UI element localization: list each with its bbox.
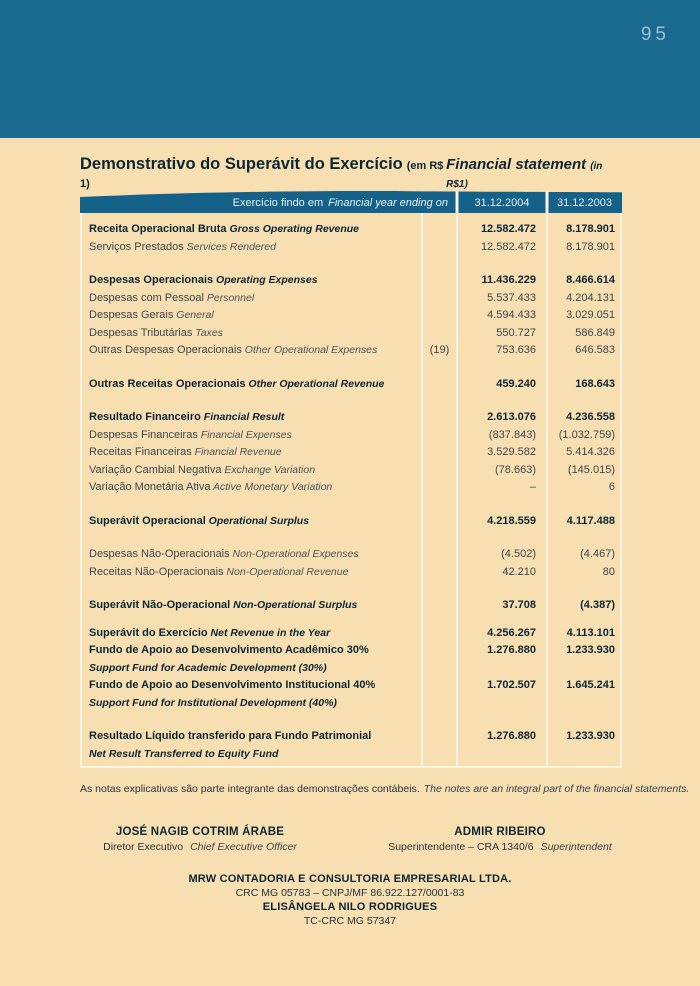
row-value-2004: (837.843) xyxy=(488,428,536,441)
table-row-spacer xyxy=(80,615,622,625)
row-value-2003: 586.849 xyxy=(575,326,615,339)
row-value-2003: 8.178.901 xyxy=(566,223,615,235)
row-value-2004: 4.218.559 xyxy=(487,514,536,527)
table-row xyxy=(80,307,622,325)
table-row-spacer xyxy=(80,581,622,597)
row-value-2004: 11.436.229 xyxy=(481,274,536,286)
row-note-ref xyxy=(422,513,457,531)
row-label: Receitas Financeiras Financial Revenue xyxy=(89,446,282,458)
row-label: Fundo de Apoio ao Desenvolvimento Institucional 40% xyxy=(89,679,376,691)
row-value-2004: 12.582.472 xyxy=(480,223,536,235)
accountant-name: ELISÂNGELA NILO RODRIGUES xyxy=(262,901,438,913)
header-period-pt: Exercício findo em xyxy=(232,197,324,209)
row-value-2003 xyxy=(547,746,622,764)
table-row-spacer xyxy=(80,360,622,376)
row-value-2003 xyxy=(547,695,622,713)
row-note-ref xyxy=(422,564,457,582)
table-header xyxy=(80,190,622,213)
table-row-spacer xyxy=(80,393,622,409)
row-note-ref xyxy=(422,221,457,239)
row-value-2003: 4.117.488 xyxy=(566,514,615,527)
row-label: Variação Cambial Negativa Exchange Variation xyxy=(89,463,316,476)
row-label: Despesas Gerais General xyxy=(89,309,214,321)
table-row xyxy=(80,342,622,360)
table-header-labels xyxy=(80,190,622,213)
table-row-spacer xyxy=(80,497,622,513)
row-value-2004: 1.702.507 xyxy=(487,679,536,691)
title-portuguese xyxy=(80,155,446,192)
row-value-2003: 8.466.614 xyxy=(566,274,615,286)
table-row xyxy=(80,695,622,713)
table-divider-label-note xyxy=(421,213,423,768)
signature-block-superintendent xyxy=(365,826,635,853)
row-note-ref xyxy=(422,728,457,746)
signature-role xyxy=(75,841,325,853)
row-value-2004 xyxy=(457,746,547,764)
row-note-ref xyxy=(422,239,457,257)
row-value-2003: (145.015) xyxy=(567,463,615,476)
row-value-2003: 168.643 xyxy=(575,377,615,390)
signature-role-pt: Superintendente – CRA 1340/6 xyxy=(388,841,534,853)
table-row xyxy=(80,660,622,678)
table-row xyxy=(80,677,622,695)
table-row xyxy=(80,597,622,615)
table-row xyxy=(80,546,622,564)
row-value-2004: 12.582.472 xyxy=(480,240,536,253)
accountant-firm: MRW CONTADORIA E CONSULTORIA EMPRESARIAL LTDA. xyxy=(188,873,512,885)
row-label: Resultado Financeiro Financial Result xyxy=(89,411,285,423)
header-period-en: Financial year ending on xyxy=(328,197,448,209)
row-note-ref xyxy=(422,642,457,660)
table-row xyxy=(80,479,622,497)
table-row xyxy=(80,221,622,239)
row-value-2004 xyxy=(457,660,547,678)
accountant-registration: CRC MG 05783 – CNPJ/MF 86.922.127/0001-83 xyxy=(235,887,465,899)
row-value-2004: 550.727 xyxy=(496,326,536,339)
row-value-2003: 4.113.101 xyxy=(566,626,615,639)
table-row xyxy=(80,564,622,582)
table-row xyxy=(80,325,622,343)
row-value-2004: 3.529.582 xyxy=(487,446,536,458)
row-label: Outras Despesas Operacionais Other Operational Expenses xyxy=(89,344,378,356)
title-en-unit: (in R$1) xyxy=(446,161,603,190)
row-note-ref xyxy=(422,444,457,462)
table-row xyxy=(80,409,622,427)
table-row xyxy=(80,462,622,480)
signature-name: JOSÉ NAGIB COTRIM ÁRABE xyxy=(115,826,285,838)
row-value-2004: 2.613.076 xyxy=(487,411,536,423)
row-note-ref xyxy=(422,597,457,615)
row-value-2003: 4.204.131 xyxy=(566,291,615,304)
row-label: Superávit Não-Operacional Non-Operational Surplus xyxy=(89,599,358,611)
row-value-2003: (1.032.759) xyxy=(558,428,615,441)
row-label: Receitas Não-Operacionais Non-Operational Revenue xyxy=(89,565,349,578)
signature-block-executive xyxy=(75,826,325,853)
row-label: Superávit do Exercício Net Revenue in the Year xyxy=(89,626,331,639)
table-row xyxy=(80,642,622,660)
row-label: Net Result Transferred to Equity Fund xyxy=(89,747,279,760)
page-number: 95 xyxy=(640,24,670,45)
row-note-ref xyxy=(422,462,457,480)
row-value-2004: 1.276.880 xyxy=(487,644,536,656)
row-note-ref xyxy=(422,272,457,290)
row-label: Support Fund for Institutional Development (40%) xyxy=(89,696,337,709)
row-value-2003: 4.236.558 xyxy=(566,411,615,423)
row-value-2003: 3.029.051 xyxy=(566,309,615,321)
title-english xyxy=(446,156,622,192)
row-note-ref xyxy=(422,677,457,695)
row-label: Resultado Líquido transferido para Fundo Patrimonial xyxy=(89,730,372,742)
row-note-ref xyxy=(422,546,457,564)
footnote-pt: As notas explicativas são parte integrante das demonstrações contábeis. xyxy=(80,783,420,795)
row-label: Receita Operacional Bruta Gross Operating Revenue xyxy=(89,223,360,235)
row-label: Despesas com Pessoal Personnel xyxy=(89,291,255,304)
header-col-2004: 31.12.2004 xyxy=(474,197,530,209)
row-note-ref xyxy=(422,479,457,497)
accountant-block xyxy=(0,872,700,928)
table-row xyxy=(80,272,622,290)
row-value-2004: (78.663) xyxy=(495,463,536,476)
row-label: Support Fund for Academic Development (30%) xyxy=(89,661,327,674)
header-col-2003: 31.12.2003 xyxy=(556,197,613,209)
title-en-text: Financial statement xyxy=(446,156,587,173)
row-value-2003: 8.178.901 xyxy=(566,240,615,253)
title-pt-unit: (em R$ 1) xyxy=(80,160,444,190)
footnote-en: The notes are an integral part of the financial statements. xyxy=(423,783,690,795)
row-value-2004: – xyxy=(529,481,536,493)
row-label: Despesas Tributárias Taxes xyxy=(89,326,223,339)
table-row xyxy=(80,444,622,462)
row-value-2004: 37.708 xyxy=(502,599,536,611)
row-value-2003: 1.645.241 xyxy=(566,679,615,691)
signature-role-en: Superintendent xyxy=(540,841,612,853)
table-row xyxy=(80,376,622,394)
table-row xyxy=(80,728,622,746)
statement-title xyxy=(80,155,622,192)
table-divider-note-2004 xyxy=(456,213,458,768)
table-row-spacer xyxy=(80,256,622,272)
row-value-2003: 646.583 xyxy=(575,344,615,356)
table-row-spacer xyxy=(80,712,622,728)
row-label: Serviços Prestados Services Rendered xyxy=(89,240,276,253)
table-row xyxy=(80,239,622,257)
table-left-border xyxy=(80,213,82,768)
row-note-ref xyxy=(422,695,457,713)
table-row xyxy=(80,746,622,764)
financial-table xyxy=(80,190,622,768)
row-value-2003 xyxy=(547,660,622,678)
table-body-rows xyxy=(80,221,622,763)
table-row xyxy=(80,290,622,308)
signature-role xyxy=(365,841,635,853)
row-note-ref: (19) xyxy=(429,344,450,356)
row-value-2003: 80 xyxy=(602,565,615,578)
row-label: Despesas Não-Operacionais Non-Operational Expenses xyxy=(89,548,359,560)
row-note-ref xyxy=(422,427,457,445)
row-note-ref xyxy=(422,625,457,643)
row-value-2003: 1.233.930 xyxy=(566,644,615,656)
row-note-ref xyxy=(422,409,457,427)
table-row xyxy=(80,427,622,445)
table-right-border xyxy=(620,213,622,768)
accountant-crc: TC-CRC MG 57347 xyxy=(303,915,397,927)
row-value-2004: 4.594.433 xyxy=(487,309,536,321)
top-banner xyxy=(0,0,700,138)
signature-name: ADMIR RIBEIRO xyxy=(454,826,546,838)
row-value-2003: 1.233.930 xyxy=(566,730,615,742)
signature-role-en: Chief Executive Officer xyxy=(190,841,297,853)
row-value-2004: (4.502) xyxy=(501,548,536,560)
row-note-ref xyxy=(422,325,457,343)
row-value-2004: 1.276.880 xyxy=(487,730,536,742)
row-label: Outras Receitas Operacionais Other Operational Revenue xyxy=(89,377,385,390)
row-note-ref xyxy=(422,660,457,678)
row-value-2004: 753.636 xyxy=(496,344,536,356)
row-value-2004 xyxy=(457,695,547,713)
row-label: Superávit Operacional Operational Surplus xyxy=(89,514,310,527)
row-label: Variação Monetária Ativa Active Monetary Variation xyxy=(89,481,333,493)
signature-role-pt: Diretor Executivo xyxy=(103,841,184,853)
table-body xyxy=(80,213,622,768)
row-note-ref xyxy=(422,746,457,764)
row-value-2003: 5.414.326 xyxy=(566,446,615,458)
row-value-2004: 459.240 xyxy=(496,377,536,390)
row-label: Despesas Financeiras Financial Expenses xyxy=(89,428,292,441)
table-row xyxy=(80,625,622,643)
footnote xyxy=(80,783,690,795)
row-label: Fundo de Apoio ao Desenvolvimento Acadêmico 30% xyxy=(89,644,369,656)
row-value-2003: 6 xyxy=(608,481,615,493)
table-row-spacer xyxy=(80,530,622,546)
row-value-2003: (4.467) xyxy=(580,548,615,560)
row-value-2004: 5.537.433 xyxy=(487,291,536,304)
title-pt-text: Demonstrativo do Superávit do Exercício xyxy=(80,155,403,173)
row-note-ref xyxy=(422,307,457,325)
row-value-2004: 42.210 xyxy=(502,565,536,578)
header-period-label xyxy=(80,197,457,209)
row-value-2004: 4.256.267 xyxy=(487,626,536,639)
row-value-2003: (4.387) xyxy=(580,599,615,611)
row-label: Despesas Operacionais Operating Expenses xyxy=(89,274,318,286)
table-row xyxy=(80,513,622,531)
table-bottom-border xyxy=(80,766,622,768)
table-divider-2004-2003 xyxy=(546,213,548,768)
row-note-ref xyxy=(422,376,457,394)
row-note-ref xyxy=(422,290,457,308)
